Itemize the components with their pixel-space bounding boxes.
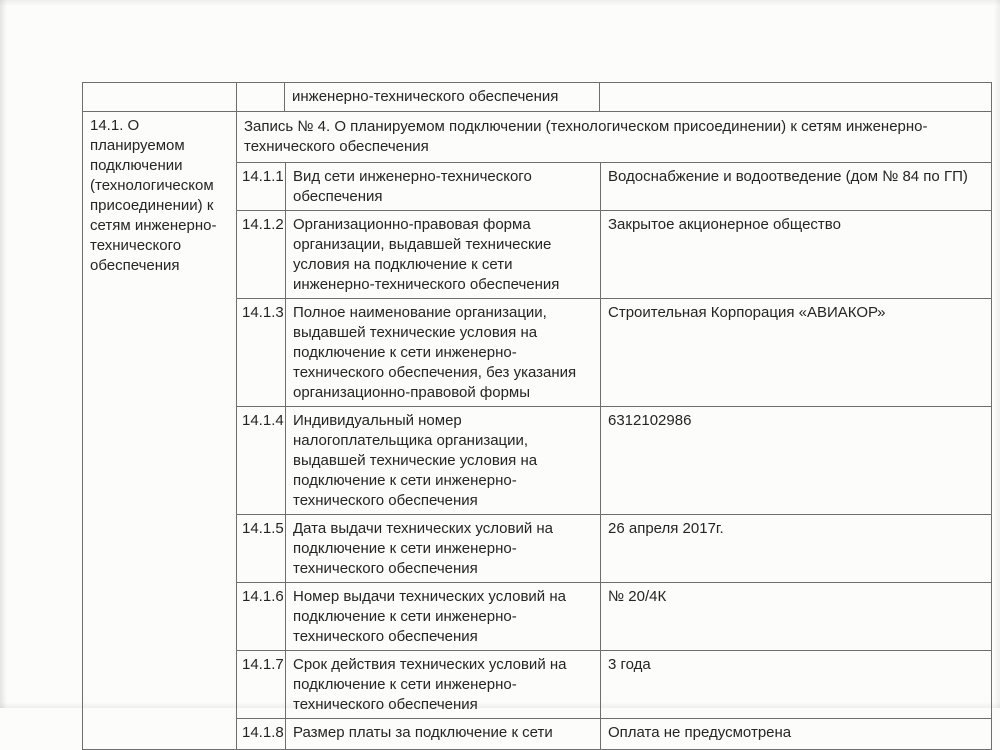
row-label: Индивидуальный номер налогоплательщика организации, выдавшей технические условия на подключение к сети инженерно-технического обеспечения (285, 407, 600, 514)
row-value: 6312102986 (600, 407, 991, 514)
carryover-row (83, 83, 991, 112)
row-number: 14.1.1 (242, 168, 284, 185)
record-header-cell: Запись № 4. О планируемом подключении (технологическом присоединении) к сетям инженерно-технического обеспечения (244, 118, 928, 155)
carryover-left-cell (83, 83, 236, 111)
row-number: 14.1.6 (242, 588, 284, 605)
row-value: Водоснабжение и водоотведение (дом № 84 по ГП) (600, 163, 991, 210)
table-row (237, 406, 991, 514)
row-label: Вид сети инженерно-технического обеспечения (285, 163, 600, 210)
registry-table (82, 82, 992, 750)
row-label: Дата выдачи технических условий на подключение к сети инженерно-технического обеспечения (285, 515, 600, 582)
table-row (237, 298, 991, 406)
table-row (237, 210, 991, 298)
carryover-value-cell (599, 83, 991, 111)
row-label: Номер выдачи технических условий на подключение к сети инженерно-технического обеспечения (285, 583, 600, 650)
row-value: Строительная Корпорация «АВИАКОР» (600, 299, 991, 406)
section-14-1 (83, 112, 991, 749)
row-number: 14.1.3 (242, 304, 284, 321)
table-row (237, 718, 991, 749)
row-label: Полное наименование организации, выдавшей технические условия на подключение к сети инженерно-технического обеспечения, без указания организационно-правовой формы (285, 299, 600, 406)
row-value: 3 года (600, 651, 991, 718)
row-number: 14.1.4 (242, 412, 284, 429)
row-label: Размер платы за подключение к сети (285, 719, 600, 749)
row-value: Закрытое акционерное общество (600, 211, 991, 298)
section-records (236, 112, 991, 749)
row-value: 26 апреля 2017г. (600, 515, 991, 582)
row-number: 14.1.8 (242, 724, 284, 741)
carryover-label-cell: инженерно-технического обеспечения (284, 83, 599, 111)
row-value: № 20/4К (600, 583, 991, 650)
table-row (237, 162, 991, 210)
table-row (237, 514, 991, 582)
row-label: Организационно-правовая форма организации, выдавшей технические условия на подключение к сети инженерно-технического обеспечения (285, 211, 600, 298)
row-value: Оплата не предусмотрена (600, 719, 991, 749)
carryover-num-cell (236, 83, 284, 111)
row-label: Срок действия технических условий на подключение к сети инженерно-технического обеспечения (285, 651, 600, 718)
row-number: 14.1.2 (242, 216, 284, 233)
table-row (237, 582, 991, 650)
section-label-cell: 14.1. О планируемом подключении (технологическом присоединении) к сетям инженерно-технического обеспечения (90, 117, 217, 274)
row-number: 14.1.7 (242, 656, 284, 673)
row-number: 14.1.5 (242, 520, 284, 537)
